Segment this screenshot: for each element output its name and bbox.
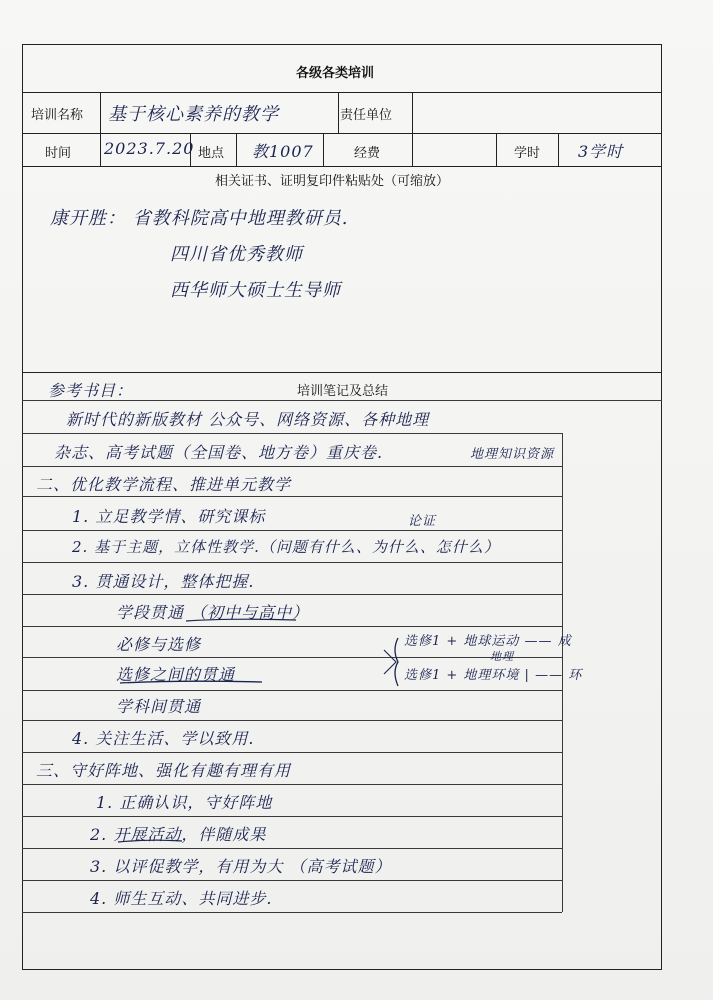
note-line-5: 2. 基于主题，立体性教学.（问题有什么、为什么、怎什么）	[72, 538, 500, 556]
note-line-2-side: 地理知识资源	[470, 447, 555, 462]
underline-mark	[120, 681, 262, 683]
label-time: 时间	[45, 146, 72, 161]
label-fee: 经费	[354, 146, 381, 161]
note-line-16: 4. 师生互动、共同进步.	[90, 889, 273, 908]
note-line-2: 杂志、高考试题（全国卷、地方卷）重庆卷.	[54, 443, 384, 462]
note-line-13: 1. 正确认识，守好阵地	[96, 793, 273, 812]
form-title: 各级各类培训	[296, 66, 375, 81]
speaker-line-2: 四川省优秀教师	[170, 244, 303, 265]
note-line-3: 二、优化教学流程、推进单元教学	[36, 475, 292, 494]
label-place: 地点	[198, 146, 225, 161]
note-line-14: 2. 开展活动，伴随成果	[90, 825, 267, 844]
note-line-10: 学科间贯通	[116, 697, 202, 716]
note-line-5-annotation: 论证	[408, 514, 437, 529]
value-time: 2023.7.20	[104, 139, 195, 158]
note-line-9: 选修之间的贯通	[116, 665, 236, 684]
value-place: 教1007	[252, 142, 314, 161]
value-training-name: 基于核心素养的教学	[108, 104, 279, 125]
speaker-line-3: 西华师大硕士生导师	[170, 280, 341, 301]
label-responsible-unit: 责任单位	[340, 108, 393, 123]
underline-mark	[186, 619, 296, 621]
note-line-8-right: 选修1 + 地球运动 —— 成	[404, 634, 572, 649]
note-line-4: 1. 立足教学情、研究课标	[72, 507, 266, 526]
notes-heading: 培训笔记及总结	[297, 384, 389, 399]
value-hours: 3学时	[578, 142, 624, 161]
label-hours: 学时	[514, 146, 541, 161]
label-training-name: 培训名称	[31, 108, 84, 123]
note-line-15: 3. 以评促教学，有用为大 （高考试题）	[90, 857, 392, 876]
underline-mark	[118, 840, 182, 842]
note-line-9-annotation: 地理	[490, 650, 514, 663]
cert-heading: 相关证书、证明复印件粘贴处（可缩放）	[215, 174, 450, 189]
note-line-12: 三、守好阵地、强化有趣有理有用	[36, 761, 292, 780]
note-line-6: 3. 贯通设计，整体把握.	[72, 572, 255, 591]
note-line-1: 新时代的新版教材 公众号、网络资源、各种地理	[66, 410, 430, 429]
reference-label: 参考书目：	[48, 381, 134, 400]
note-line-11: 4. 关注生活、学以致用.	[72, 729, 255, 748]
note-line-9-right: 选修1 + 地理环境 | —— 环	[404, 668, 583, 683]
brace-tip-mark	[384, 650, 396, 674]
note-line-7: 学段贯通 （初中与高中）	[116, 603, 310, 622]
speaker-line-1: 康开胜： 省教科院高中地理教研员.	[50, 208, 349, 229]
note-line-8: 必修与选修	[116, 635, 202, 654]
